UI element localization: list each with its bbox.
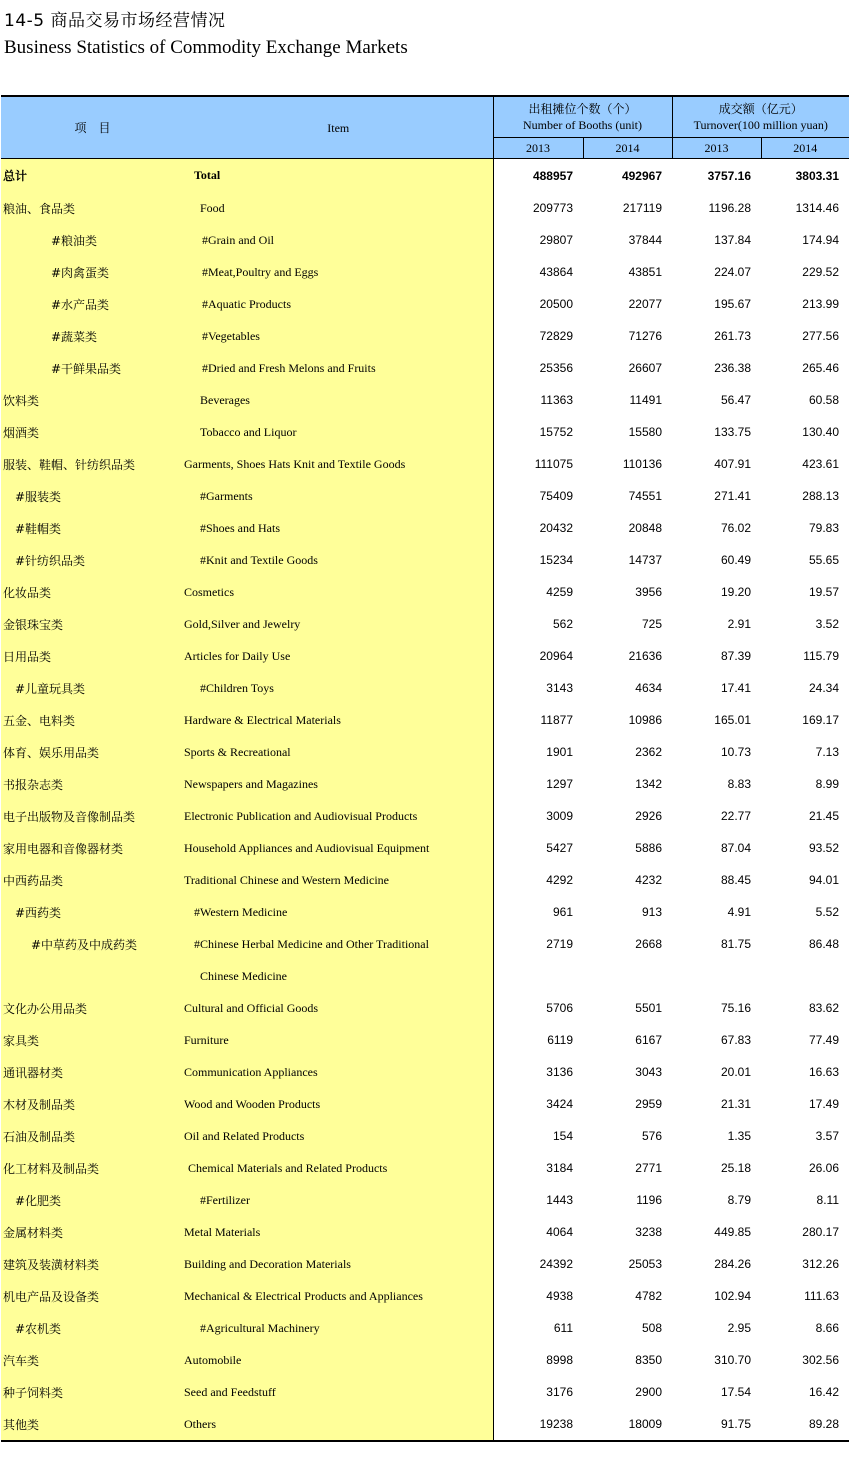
booths-2014-cell: 2926: [635, 809, 662, 823]
table-row: [1, 1376, 849, 1408]
item-name-en: #Garments: [184, 480, 493, 512]
turnover-2013-cell: 22.77: [720, 809, 751, 823]
booths-2014-cell: 4782: [635, 1289, 662, 1303]
table-row: [1, 800, 849, 832]
booths-2014-cell: 6167: [635, 1033, 662, 1047]
item-name-en: Total: [184, 159, 493, 193]
item-name-en: Building and Decoration Materials: [184, 1248, 493, 1280]
item-name-en: Oil and Related Products: [184, 1120, 493, 1152]
booths-header: 出租摊位个数（个） Number of Booths (unit): [493, 96, 672, 138]
item-name-cn: 金属材料类: [1, 1216, 184, 1248]
item-name-cn: 服装、鞋帽、针纺织品类: [1, 448, 184, 480]
turnover-2013-cell: 60.49: [720, 553, 751, 567]
booths-2013-cell: 154: [493, 1120, 583, 1152]
turnover-2013-cell: 20.01: [720, 1065, 751, 1079]
turnover-2013-cell: 236.38: [714, 361, 751, 375]
table-row: [1, 896, 849, 928]
booths-2014-cell: 8350: [635, 1353, 662, 1367]
booths-2013-cell: 11877: [493, 704, 583, 736]
booths-2014-cell: 576: [641, 1129, 662, 1143]
booths-2013-cell: 209773: [493, 192, 583, 224]
booths-2013-cell: 8998: [493, 1344, 583, 1376]
turnover-2014-cell: 312.26: [802, 1257, 839, 1271]
table-row: [1, 480, 849, 512]
booths-2014-cell: 5501: [635, 1001, 662, 1015]
item-name-cn: 家具类: [1, 1024, 184, 1056]
table-row: [1, 960, 849, 992]
item-name-en: Garments, Shoes Hats Knit and Textile Goods: [184, 448, 493, 480]
year-header: 2013: [672, 138, 761, 159]
turnover-header: 成交额（亿元） Turnover(100 million yuan): [672, 96, 849, 138]
item-name-cn: 机电产品及设备类: [1, 1280, 184, 1312]
item-name-en: Others: [184, 1408, 493, 1441]
booths-2013-cell: 72829: [493, 320, 583, 352]
item-name-cn: 总计: [1, 159, 184, 193]
item-name-en: Communication Appliances: [184, 1056, 493, 1088]
turnover-2013-cell: 87.04: [720, 841, 751, 855]
booths-2014-cell: 22077: [628, 297, 662, 311]
item-name-cn: 化工材料及制品类: [1, 1152, 184, 1184]
booths-2013-cell: 20432: [493, 512, 583, 544]
turnover-2013-cell: 81.75: [720, 937, 751, 951]
turnover-2013-cell: 4.91: [727, 905, 751, 919]
item-name-en: Furniture: [184, 1024, 493, 1056]
booths-2014-cell: 1196: [636, 1193, 662, 1207]
item-name-en: #Western Medicine: [184, 896, 493, 928]
turnover-2014-cell: 302.56: [802, 1353, 839, 1367]
turnover-2014-cell: 83.62: [808, 1001, 839, 1015]
turnover-2013-cell: 284.26: [714, 1257, 751, 1271]
item-name-cn: 金银珠宝类: [1, 608, 184, 640]
item-name-cn: 木材及制品类: [1, 1088, 184, 1120]
booths-2014-cell: 2668: [635, 937, 662, 951]
table-row: [1, 288, 849, 320]
booths-2013-cell: 961: [493, 896, 583, 928]
item-name-en: #Knit and Textile Goods: [184, 544, 493, 576]
item-name-cn: #肉禽蛋类: [1, 256, 184, 288]
turnover-2013-cell: 67.83: [720, 1033, 751, 1047]
booths-2013-cell: 29807: [493, 224, 583, 256]
table-row: [1, 1152, 849, 1184]
item-name-en: Automobile: [184, 1344, 493, 1376]
item-name-en: Newspapers and Magazines: [184, 768, 493, 800]
turnover-2013-cell: 19.20: [720, 585, 751, 599]
item-name-cn: #鞋帽类: [1, 512, 184, 544]
booths-2014-cell: 3238: [635, 1225, 662, 1239]
item-name-cn: 通讯器材类: [1, 1056, 184, 1088]
booths-2013-cell: 5427: [493, 832, 583, 864]
booths-2013-cell: 11363: [493, 384, 583, 416]
item-name-en: Hardware & Electrical Materials: [184, 704, 493, 736]
item-name-cn: #西药类: [1, 896, 184, 928]
turnover-2014-cell: 174.94: [802, 233, 839, 247]
turnover-2013-cell: 137.84: [714, 233, 751, 247]
item-name-en: #Children Toys: [184, 672, 493, 704]
item-name-en: Metal Materials: [184, 1216, 493, 1248]
booths-2014-cell: 11491: [629, 393, 662, 407]
booths-2014-cell: 2900: [635, 1385, 662, 1399]
item-name-cn: 饮料类: [1, 384, 184, 416]
turnover-2014-cell: 213.99: [802, 297, 839, 311]
booths-2014-cell: 5886: [635, 841, 662, 855]
turnover-2013-cell: 2.95: [727, 1321, 751, 1335]
table-row: [1, 1248, 849, 1280]
year-header: 2014: [583, 138, 672, 159]
table-row: [1, 928, 849, 960]
turnover-2013-cell: 133.75: [714, 425, 751, 439]
item-name-cn: #儿童玩具类: [1, 672, 184, 704]
item-name-cn: 化妆品类: [1, 576, 184, 608]
table-row: [1, 352, 849, 384]
booths-2013-cell: 6119: [493, 1024, 583, 1056]
turnover-2014-cell: 3.57: [815, 1129, 839, 1143]
turnover-2014-cell: 8.66: [815, 1321, 839, 1335]
item-name-cn: 其他类: [1, 1408, 184, 1441]
turnover-2013-cell: 21.31: [720, 1097, 751, 1111]
booths-2013-cell: 15752: [493, 416, 583, 448]
turnover-2013-cell: 102.94: [714, 1289, 751, 1303]
table-title-english: Business Statistics of Commodity Exchange Markets: [4, 37, 408, 58]
table-header: [1, 96, 849, 159]
item-name-en: #Fertilizer: [184, 1184, 493, 1216]
booths-2014-cell: 71276: [628, 329, 662, 343]
turnover-2013-cell: 17.41: [720, 681, 751, 695]
table-row: [1, 1312, 849, 1344]
turnover-2014-cell: 19.57: [808, 585, 839, 599]
item-name-en: #Aquatic Products: [184, 288, 493, 320]
item-name-en: Tobacco and Liquor: [184, 416, 493, 448]
booths-2013-cell: 2719: [493, 928, 583, 960]
item-name-en: Mechanical & Electrical Products and Appliances: [184, 1280, 493, 1312]
booths-2013-cell: 4938: [493, 1280, 583, 1312]
booths-2014-cell: 37844: [628, 233, 662, 247]
turnover-2014-cell: 93.52: [808, 841, 839, 855]
turnover-2014-cell: 86.48: [808, 937, 839, 951]
table-row: [1, 512, 849, 544]
item-name-cn: [1, 960, 184, 992]
booths-2013-cell: 3143: [493, 672, 583, 704]
booths-2013-cell: 24392: [493, 1248, 583, 1280]
booths-2014-cell: 2362: [635, 745, 662, 759]
booths-2014-cell: 4232: [635, 873, 662, 887]
turnover-2014-cell: 229.52: [802, 265, 839, 279]
item-name-en: Household Appliances and Audiovisual Equipment: [184, 832, 493, 864]
item-name-cn: #干鲜果品类: [1, 352, 184, 384]
turnover-2014-cell: 5.52: [815, 905, 839, 919]
turnover-2013-cell: 271.41: [714, 489, 751, 503]
item-name-cn: 烟酒类: [1, 416, 184, 448]
turnover-2014-cell: 94.01: [808, 873, 839, 887]
booths-2013-cell: 43864: [493, 256, 583, 288]
item-name-en: Beverages: [184, 384, 493, 416]
table-row: [1, 1120, 849, 1152]
booths-2014-cell: 110136: [622, 457, 662, 471]
booths-2013-cell: 562: [493, 608, 583, 640]
booths-2013-cell: 1901: [493, 736, 583, 768]
turnover-2014-cell: 60.58: [808, 393, 839, 407]
turnover-2014-cell: 8.99: [815, 777, 839, 791]
booths-2013-cell: [493, 960, 583, 992]
booths-2014-cell: 15580: [628, 425, 662, 439]
item-name-en: #Shoes and Hats: [184, 512, 493, 544]
turnover-2013-cell: [672, 960, 761, 992]
item-name-en: Cultural and Official Goods: [184, 992, 493, 1024]
booths-2013-cell: 3009: [493, 800, 583, 832]
booths-2014-cell: 1342: [635, 777, 662, 791]
table-row: [1, 192, 849, 224]
booths-2014-cell: [583, 960, 672, 992]
table-row: [1, 640, 849, 672]
table-row: [1, 1024, 849, 1056]
booths-2014-cell: 3956: [635, 585, 662, 599]
booths-2014-cell: 43851: [628, 265, 662, 279]
turnover-2013-cell: 165.01: [714, 713, 751, 727]
table-row: [1, 416, 849, 448]
booths-2014-cell: 3043: [635, 1065, 662, 1079]
turnover-2014-cell: 130.40: [802, 425, 839, 439]
turnover-2014-cell: [761, 960, 849, 992]
booths-2013-cell: 4259: [493, 576, 583, 608]
booths-2013-cell: 3424: [493, 1088, 583, 1120]
year-header: 2013: [493, 138, 583, 159]
item-name-en: Chinese Medicine: [184, 960, 493, 992]
booths-2014-cell: 913: [641, 905, 662, 919]
table-row: [1, 1216, 849, 1248]
booths-2013-cell: 75409: [493, 480, 583, 512]
booths-2014-cell: 14737: [628, 553, 662, 567]
item-name-cn: #水产品类: [1, 288, 184, 320]
booths-2013-cell: 19238: [493, 1408, 583, 1441]
table-row: [1, 736, 849, 768]
turnover-2014-cell: 16.42: [808, 1385, 839, 1399]
item-name-cn: 体育、娱乐用品类: [1, 736, 184, 768]
turnover-2013-cell: 8.83: [727, 777, 751, 791]
turnover-2014-cell: 3.52: [815, 617, 839, 631]
item-name-cn: #服装类: [1, 480, 184, 512]
turnover-2013-cell: 449.85: [714, 1225, 751, 1239]
item-name-en: #Vegetables: [184, 320, 493, 352]
turnover-2014-cell: 8.11: [816, 1193, 839, 1207]
booths-2013-cell: 3184: [493, 1152, 583, 1184]
table-row: [1, 608, 849, 640]
turnover-2014-cell: 17.49: [808, 1097, 839, 1111]
booths-2013-cell: 1297: [493, 768, 583, 800]
turnover-2014-cell: 111.63: [804, 1289, 839, 1303]
turnover-2013-cell: 407.91: [714, 457, 751, 471]
item-name-en: #Meat,Poultry and Eggs: [184, 256, 493, 288]
turnover-2013-cell: 10.73: [720, 745, 751, 759]
booths-2013-cell: 4064: [493, 1216, 583, 1248]
turnover-2014-cell: 423.61: [802, 457, 839, 471]
turnover-2014-cell: 26.06: [808, 1161, 839, 1175]
turnover-2014-cell: 16.63: [808, 1065, 839, 1079]
table-row: [1, 256, 849, 288]
year-header: 2014: [761, 138, 849, 159]
turnover-2014-cell: 115.79: [803, 649, 839, 663]
booths-2014-cell: 10986: [628, 713, 662, 727]
item-name-cn: 文化办公用品类: [1, 992, 184, 1024]
booths-2014-cell: 26607: [628, 361, 662, 375]
table-row: [1, 864, 849, 896]
item-name-cn: #农机类: [1, 1312, 184, 1344]
table-row: [1, 224, 849, 256]
booths-2014-cell: 725: [641, 617, 662, 631]
turnover-2014-cell: 77.49: [808, 1033, 839, 1047]
booths-2013-cell: 488957: [493, 159, 583, 193]
item-name-en: #Chinese Herbal Medicine and Other Traditional: [184, 928, 493, 960]
booths-2013-cell: 25356: [493, 352, 583, 384]
turnover-2014-cell: 21.45: [808, 809, 839, 823]
item-name-en: Traditional Chinese and Western Medicine: [184, 864, 493, 896]
table-row: [1, 544, 849, 576]
turnover-2013-cell: 2.91: [727, 617, 751, 631]
item-name-en: Cosmetics: [184, 576, 493, 608]
booths-2014-cell: 492967: [621, 168, 662, 183]
table-row: [1, 1280, 849, 1312]
turnover-2014-cell: 89.28: [761, 1408, 849, 1441]
turnover-2013-cell: 310.70: [714, 1353, 751, 1367]
item-name-en: #Dried and Fresh Melons and Fruits: [184, 352, 493, 384]
turnover-2013-cell: 1.35: [727, 1129, 751, 1143]
item-name-cn: 粮油、食品类: [1, 192, 184, 224]
item-name-en: Food: [184, 192, 493, 224]
booths-2014-cell: 18009: [583, 1408, 672, 1441]
booths-2014-cell: 20848: [628, 521, 662, 535]
item-name-cn: 电子出版物及音像制品类: [1, 800, 184, 832]
item-name-cn: #化肥类: [1, 1184, 184, 1216]
item-name-en: Seed and Feedstuff: [184, 1376, 493, 1408]
item-name-en: Sports & Recreational: [184, 736, 493, 768]
turnover-2014-cell: 169.17: [802, 713, 839, 727]
item-name-cn: #中草药及中成药类: [1, 928, 184, 960]
item-name-en: #Agricultural Machinery: [184, 1312, 493, 1344]
turnover-2013-cell: 76.02: [720, 521, 751, 535]
booths-2014-cell: 21636: [628, 649, 662, 663]
table-title-chinese: 14-5 商品交易市场经营情况: [4, 11, 226, 31]
booths-2013-cell: 20500: [493, 288, 583, 320]
item-name-en: Gold,Silver and Jewelry: [184, 608, 493, 640]
booths-2013-cell: 5706: [493, 992, 583, 1024]
table-row: [1, 1344, 849, 1376]
item-en-header: Item: [184, 96, 493, 159]
turnover-2013-cell: 8.79: [727, 1193, 751, 1207]
table-body: [1, 159, 849, 1442]
turnover-2013-cell: 88.45: [720, 873, 751, 887]
item-name-cn: 书报杂志类: [1, 768, 184, 800]
table-row: [1, 384, 849, 416]
table-row: [1, 159, 849, 193]
turnover-2013-cell: 3757.16: [707, 168, 751, 183]
item-name-cn: 种子饲料类: [1, 1376, 184, 1408]
turnover-2014-cell: 277.56: [802, 329, 839, 343]
table-row: [1, 448, 849, 480]
booths-2014-cell: 508: [641, 1321, 662, 1335]
turnover-2013-cell: 195.67: [714, 297, 751, 311]
turnover-2013-cell: 224.07: [714, 265, 751, 279]
turnover-2014-cell: 265.46: [802, 361, 839, 375]
turnover-2013-cell: 17.54: [720, 1385, 751, 1399]
booths-2013-cell: 111075: [493, 448, 583, 480]
table-row: [1, 1408, 849, 1441]
booths-2014-cell: 74551: [628, 489, 662, 503]
table-row: [1, 576, 849, 608]
booths-2013-cell: 20964: [493, 640, 583, 672]
item-name-cn: #针纺织品类: [1, 544, 184, 576]
booths-2014-cell: 4634: [635, 681, 662, 695]
turnover-2013-cell: 56.47: [720, 393, 751, 407]
booths-2014-cell: 2959: [635, 1097, 662, 1111]
turnover-2014-cell: 1314.46: [795, 201, 839, 215]
booths-2013-cell: 611: [493, 1312, 583, 1344]
item-name-en: Electronic Publication and Audiovisual Products: [184, 800, 493, 832]
item-name-en: Articles for Daily Use: [184, 640, 493, 672]
item-cn-header: 项 目: [1, 96, 184, 159]
item-name-en: Wood and Wooden Products: [184, 1088, 493, 1120]
item-name-cn: #粮油类: [1, 224, 184, 256]
item-name-cn: 日用品类: [1, 640, 184, 672]
turnover-2013-cell: 25.18: [720, 1161, 751, 1175]
commodity-exchange-table: [1, 95, 849, 1442]
item-name-cn: 建筑及装潢材料类: [1, 1248, 184, 1280]
turnover-2014-cell: 79.83: [808, 521, 839, 535]
item-name-en: Chemical Materials and Related Products: [184, 1152, 493, 1184]
booths-2014-cell: 25053: [628, 1257, 662, 1271]
turnover-2014-cell: 55.65: [808, 553, 839, 567]
turnover-2013-cell: 91.75: [672, 1408, 761, 1441]
turnover-2013-cell: 261.73: [714, 329, 751, 343]
booths-2013-cell: 1443: [493, 1184, 583, 1216]
table-row: [1, 1184, 849, 1216]
table-row: [1, 704, 849, 736]
item-name-en: #Grain and Oil: [184, 224, 493, 256]
item-name-cn: 五金、电料类: [1, 704, 184, 736]
booths-2013-cell: 15234: [493, 544, 583, 576]
table-row: [1, 1056, 849, 1088]
item-name-cn: 石油及制品类: [1, 1120, 184, 1152]
item-name-cn: #蔬菜类: [1, 320, 184, 352]
item-name-cn: 家用电器和音像器材类: [1, 832, 184, 864]
turnover-2014-cell: 288.13: [802, 489, 839, 503]
table-row: [1, 768, 849, 800]
turnover-2014-cell: 7.13: [815, 745, 839, 759]
turnover-2014-cell: 280.17: [802, 1225, 839, 1239]
table-row: [1, 992, 849, 1024]
table-row: [1, 672, 849, 704]
booths-2014-cell: 2771: [635, 1161, 662, 1175]
turnover-2013-cell: 1196.28: [708, 201, 751, 215]
turnover-2014-cell: 3803.31: [795, 168, 839, 183]
table-row: [1, 832, 849, 864]
booths-2013-cell: 3176: [493, 1376, 583, 1408]
turnover-2014-cell: 24.34: [808, 681, 839, 695]
turnover-2013-cell: 87.39: [720, 649, 751, 663]
booths-2013-cell: 3136: [493, 1056, 583, 1088]
item-name-cn: 汽车类: [1, 1344, 184, 1376]
item-name-cn: 中西药品类: [1, 864, 184, 896]
booths-2014-cell: 217119: [622, 201, 662, 215]
table-row: [1, 320, 849, 352]
booths-2013-cell: 4292: [493, 864, 583, 896]
turnover-2013-cell: 75.16: [720, 1001, 751, 1015]
table-row: [1, 1088, 849, 1120]
